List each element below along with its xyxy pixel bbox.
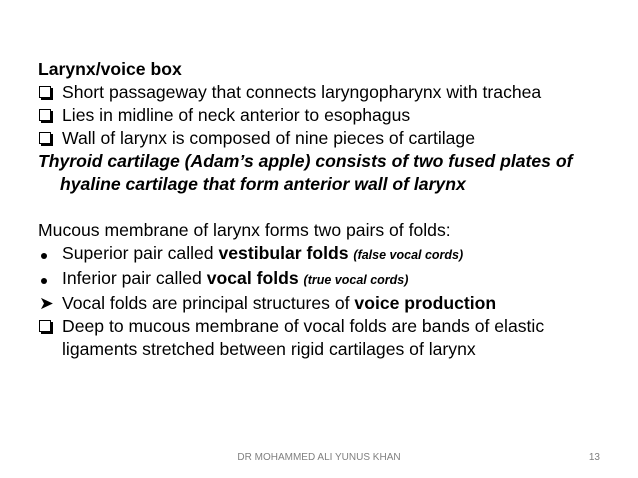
arrow-bullet-icon: ➤ bbox=[39, 293, 54, 313]
spacer bbox=[38, 196, 613, 219]
mucous-paragraph: Mucous membrane of larynx forms two pairs of folds: bbox=[38, 220, 451, 240]
dot-bullet-icon bbox=[38, 267, 62, 290]
superior-pre: Superior pair called bbox=[62, 243, 219, 263]
inferior-note: (true vocal cords) bbox=[303, 273, 409, 287]
inferior-bold: vocal folds bbox=[206, 268, 299, 288]
bullet-item-deep bbox=[38, 315, 613, 361]
superior-note: (false vocal cords) bbox=[353, 248, 464, 262]
page-number: 13 bbox=[588, 452, 600, 463]
bullet-text: Lies in midline of neck anterior to esophagus bbox=[62, 105, 411, 125]
thyroid-paragraph: Thyroid cartilage (Adam’s apple) consists of two fused plates of hyaline cartilage that form anterior wall of larynx bbox=[38, 151, 573, 194]
bullet-item-superior bbox=[38, 242, 613, 267]
vocal-pre: Vocal folds are principal structures of bbox=[62, 293, 355, 313]
square-bullet-icon bbox=[38, 104, 62, 127]
slide-content bbox=[38, 58, 613, 361]
bullet-text: Short passageway that connects laryngopharynx with trachea bbox=[62, 82, 542, 102]
bullet-item-vocal bbox=[38, 292, 613, 315]
bullet-item bbox=[38, 81, 613, 104]
deep-text: Deep to mucous membrane of vocal folds are bands of elastic ligaments stretched between rigid cartilages of larynx bbox=[62, 316, 545, 359]
bullet-item bbox=[38, 104, 613, 127]
slide-title: Larynx/voice box bbox=[38, 59, 182, 79]
vocal-bold: voice production bbox=[354, 293, 497, 313]
bullet-item-inferior bbox=[38, 267, 613, 292]
square-bullet-icon bbox=[38, 127, 62, 150]
square-bullet-icon bbox=[38, 81, 62, 104]
superior-bold: vestibular folds bbox=[218, 243, 349, 263]
dot-bullet-icon bbox=[38, 242, 62, 265]
footer-author: DR MOHAMMED ALI YUNUS KHAN bbox=[237, 452, 401, 463]
bullet-item bbox=[38, 127, 613, 150]
bullet-text: Wall of larynx is composed of nine pieces of cartilage bbox=[62, 128, 475, 148]
square-bullet-icon bbox=[38, 315, 62, 338]
inferior-pre: Inferior pair called bbox=[62, 268, 207, 288]
